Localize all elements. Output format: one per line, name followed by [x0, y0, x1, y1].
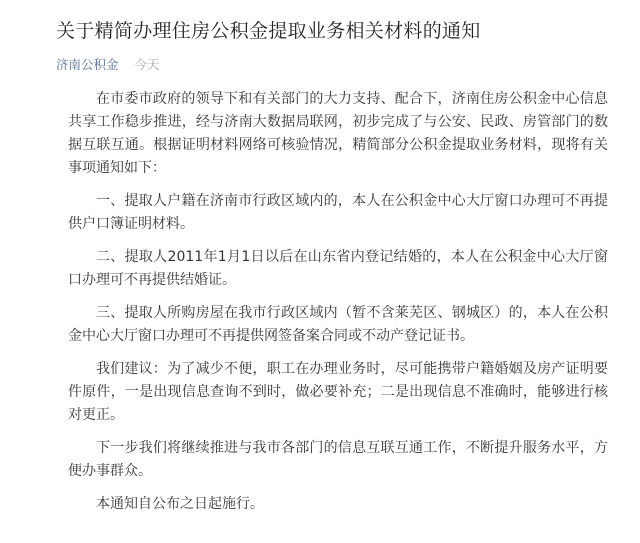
article-title: 关于精简办理住房公积金提取业务相关材料的通知	[56, 20, 481, 42]
paragraph-item-1: 一、提取人户籍在济南市行政区域内的，本人在公积金中心大厅窗口办理可不再提供户口簿证明材料。	[68, 193, 608, 232]
article-body	[56, 88, 608, 516]
account-name-link[interactable]: 济南公积金	[56, 57, 119, 72]
publish-date: 今天	[134, 57, 160, 72]
paragraph-effective: 本通知自公布之日起施行。	[96, 496, 264, 512]
paragraph-item-3: 三、提取人所购房屋在我市行政区域内（暂不含莱芜区、钢城区）的，本人在公积金中心大厅窗口办理可不再提供网签备案合同或不动产登记证书。	[68, 305, 608, 344]
paragraph-intro: 在市委市政府的领导下和有关部门的大力支持、配合下，济南住房公积金中心信息共享工作稳步推进，经与济南大数据局联网，初步完成了与公安、民政、房管部门的数据互联互通。根据证明材料网络可核验情况，精简部分公积金提取业务材料，现将有关事项通知如下：	[68, 91, 608, 176]
article-meta	[56, 56, 608, 74]
paragraph-suggestion: 我们建议：为了减少不便，职工在办理业务时，尽可能携带户籍婚姻及房产证明要件原件，一是出现信息查询不到时，做必要补充；二是出现信息不准确时，能够进行核对更正。	[68, 361, 608, 423]
paragraph-next-step: 下一步我们将继续推进与我市各部门的信息互联互通工作，不断提升服务水平，方便办事群众。	[68, 440, 608, 479]
paragraph-item-2: 二、提取人2011年1月1日以后在山东省内登记结婚的，本人在公积金中心大厅窗口办理可不再提供结婚证。	[68, 249, 608, 288]
